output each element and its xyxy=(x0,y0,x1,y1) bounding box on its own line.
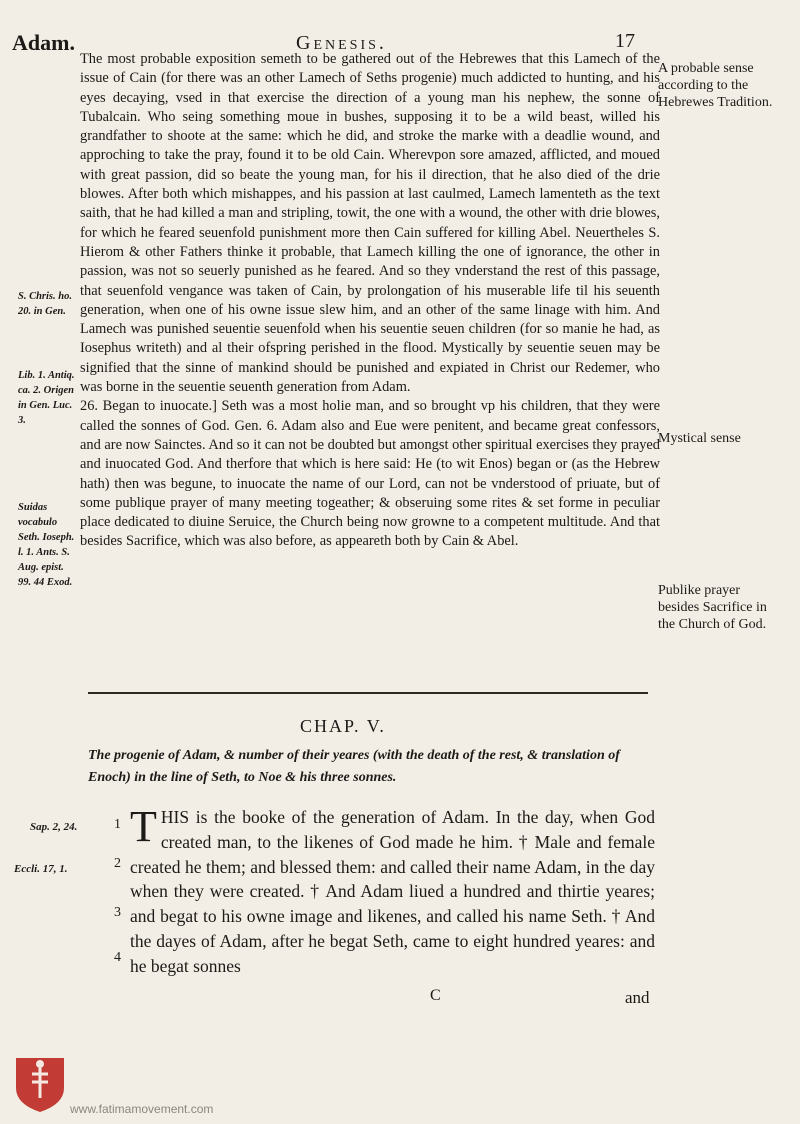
verse-number: 3 xyxy=(114,905,121,920)
chapter-verses: HIS is the booke of the generation of Adam. In the day, when God created man, to the likenes of God made he him. † Male and female created he them; and blessed them: and called their name Adam, in the day when they were created. † And Adam liued a hundred and thirtie yeares; and begat to his owne image and likenes, and called his name Seth. † And the dayes of Adam, after he begat Seth, came to eight hundred yeares: and he begat sonnes xyxy=(130,807,655,976)
page-number: 17 xyxy=(615,30,635,52)
running-head-book: Genesis. xyxy=(296,32,387,54)
margin-note-left: S. Chris. ho. 20. in Gen. xyxy=(18,291,72,317)
chapter-text xyxy=(130,802,655,979)
running-head-left: Adam. xyxy=(12,30,75,55)
verse-number: 4 xyxy=(114,950,121,965)
margin-note-left: Lib. 1. Antiq. ca. 2. Origen in Gen. Luc. 3. xyxy=(18,370,75,426)
annotation-block xyxy=(80,50,660,552)
verse-number: 1 xyxy=(114,817,121,832)
catchword: and xyxy=(625,988,650,1007)
annotation-paragraph-seth: 26. Began to inuocate.] Seth was a most holie man, and so brought vp his children, that they were called the sonnes of God. Gen. 6. Adam also and Eue were penitent, and became great confessors, and are now Sainctes. And so it can not be doubted but amongst other spiritual exercises they prayed and inuocated God. And therfore that which is here said: He (to wit Enos) began or (as the Hebrew hath) then was begune, to inuocate the name of our Lord, can not be vnderstood of priuate, but of some publique prayer of many meeting togeather; & obseruing some rites & set forme in peculiar place dedicated to diuine Seruice, the Church being now growne to a competent multitude. And that besides Sacrifice, which was also before, as appeareth both by Cain & Abel. xyxy=(80,398,660,550)
margin-note-right: Mystical sense xyxy=(658,431,741,446)
chapter-heading: CHAP. V. xyxy=(300,716,386,736)
margin-note-left: Suidas vocabulo Seth. Ioseph. l. 1. Ants. S. Aug. epist. 99. 44 Exod. xyxy=(18,502,75,588)
chapter-margin-note: Eccli. 17, 1. xyxy=(14,863,68,875)
annotation-paragraph-lamech: The most probable exposition semeth to be gathered out of the Hebrewes that this Lamech of the issue of Cain (for there was an other Lamech of Seths progenie) much addicted to hunting, and his eyes decaying, vsed in that exercise the direction of a young man his nephew, the sonne of Tubalcain. Who seing something moue in bushes, supposing it to be a wild beast, willed his grandfather to shoote at the same: which he did, and stroke the marke with a deadlie wound, and approching to take the pray, found it to be old Cain. Wherevpon sore amazed, afflicted, and moued with great passion, did so beate the young man, for his il direction, that he also died of the drie blowes. After both which mishappes, and his passion at last caulmed, Lamech lamenteth as the text saith, that he had killed a man and stripling, towit, the one with a wound, the other with drie blowes, for which he feared seuenfold punishment more then Cain suffered for killing Abel. Neuertheles S. Hierom & other Fathers thinke it probable, that Lamech killing the one of ignorance, the other in passion, was not so seuerly punished as he feared. And so they vnderstand the rest of this passage, that seuenfold vengance was taken of Cain, by prolongation of his muserable life til his seuenth generation, when one of his owne issue slew him, and an other of the same linage with him. And Lamech was punished seuentie seuenfold when his seuentie seuen children (for so manie he had, as Iosephus writeth) and al their ofspring perished in the flood. Mystically by seuentie seuen may be signified that the sinne of mankind should be punished and expiated in Christ our Redemer, who was borne in the seuentie seuenth generation from Adam. xyxy=(80,51,660,396)
chapter-margin-note: Sap. 2, 24. xyxy=(30,821,78,833)
footer-url: www.fatimamovement.com xyxy=(70,1102,214,1116)
margin-note-right: Publike prayer besides Sacrifice in the Church of God. xyxy=(658,583,767,632)
margin-note-right: A probable sense according to the Hebrewes Tradition. xyxy=(658,61,773,110)
logo-icon xyxy=(10,1052,70,1114)
verse-number: 2 xyxy=(114,856,121,871)
signature-mark: C xyxy=(430,987,441,1004)
section-rule xyxy=(88,692,648,694)
drop-cap: T xyxy=(130,802,157,851)
chapter-argument: The progenie of Adam, & number of their yeares (with the death of the rest, & translation of Enoch) in the line of Seth, to Noe & his three sonnes. xyxy=(88,748,620,785)
